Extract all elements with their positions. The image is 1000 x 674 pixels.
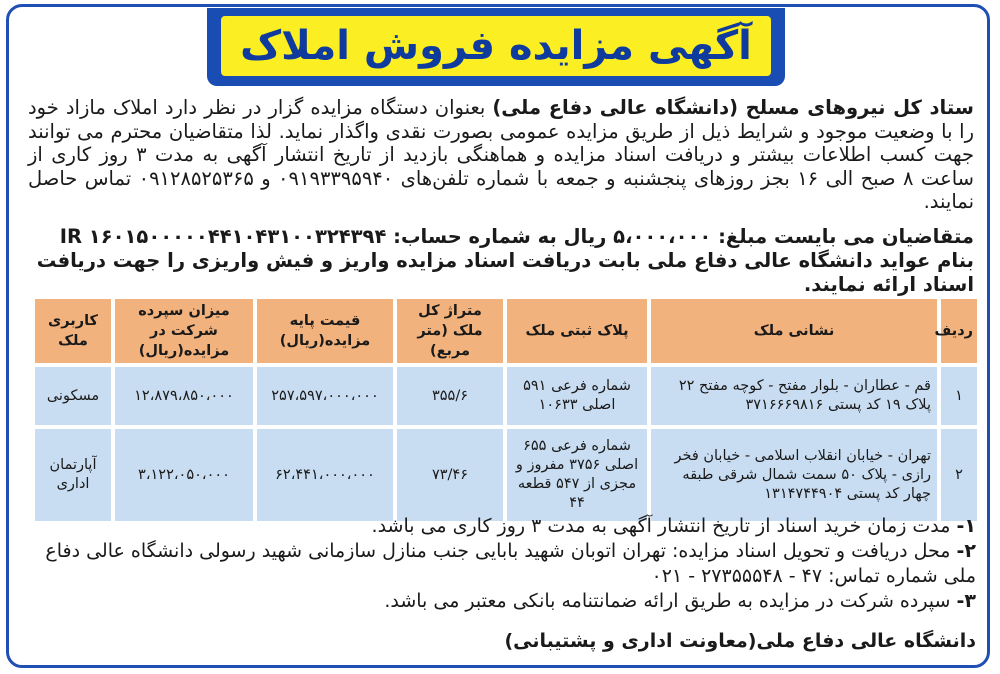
cell-area: ۷۳/۴۶ [397,429,503,521]
cell-usage: آپارتمان اداری [35,429,111,521]
ad-title: آگهی مزایده فروش املاک [240,23,752,69]
note-item [28,589,976,614]
title-banner-inner [221,16,771,76]
header-base-price: قیمت پایه مزایده(ریال) [257,299,393,363]
note-text: مدت زمان خرید اسناد از تاریخ انتشار آگهی به مدت ۳ روز کاری می باشد. [371,515,957,537]
header-address: نشانی ملک [651,299,937,363]
header-deposit: میزان سپرده شرکت در مزایده(ریال) [115,299,253,363]
note-number: ۳- [956,590,976,612]
notes-list [28,514,976,614]
header-usage: کاربری ملک [35,299,111,363]
cell-base-price: ۲۵۷،۵۹۷،۰۰۰،۰۰۰ [257,367,393,425]
cell-plaque: شماره فرعی ۵۹۱ اصلی ۱۰۶۳۳ [507,367,647,425]
organization-name: ستاد کل نیروهای مسلح (دانشگاه عالی دفاع ملی) [492,96,974,119]
cell-deposit: ۱۲،۸۷۹،۸۵۰،۰۰۰ [115,367,253,425]
cell-base-price: ۶۲،۴۴۱،۰۰۰،۰۰۰ [257,429,393,521]
intro-body: بعنوان دستگاه مزایده گزار در نظر دارد املاک مازاد خود را با وضعیت موجود و شرایط ذیل از طریق مزایده عمومی بصورت نقدی واگذار نماید. لذا متقاضیان محترم می توانند جهت کسب اطلاعات بیشتر و دریافت اسناد مزایده و هماهنگی بازدید از تاریخ انتشار آگهی به مدت ۳ روز کاری از ساعت ۸ صبح الی ۱۶ بجز روزهای پنجشنبه و جمعه با شماره تلفن‌های ۰۹۱۹۳۳۹۵۹۴۰ و ۰۹۱۲۸۵۲۵۳۶۵ تماس حاصل نمایند. [28,96,974,214]
header-plaque: پلاک ثبتی ملک [507,299,647,363]
property-table [31,295,981,525]
cell-usage: مسکونی [35,367,111,425]
cell-area: ۳۵۵/۶ [397,367,503,425]
table-header-row [35,299,977,363]
cell-address: تهران - خیابان انقلاب اسلامی - خیابان فخر رازی - پلاک ۵۰ سمت شمال شرقی طبقه چهار کد پستی ۱۳۱۴۷۴۴۹۰۴ [651,429,937,521]
cell-plaque: شماره فرعی ۶۵۵ اصلی ۳۷۵۶ مفروز و مجزی از ۵۴۷ قطعه ۴۴ [507,429,647,521]
note-number: ۲- [956,540,976,562]
note-item [28,539,976,589]
cell-deposit: ۳،۱۲۲،۰۵۰،۰۰۰ [115,429,253,521]
table-row [35,429,977,521]
cell-row-number: ۲ [941,429,977,521]
header-row-number: ردیف [941,299,977,363]
title-banner [207,8,785,86]
footer-signature: دانشگاه عالی دفاع ملی(معاونت اداری و پشتیبانی) [504,630,976,652]
payment-conditions: متقاضیان می بایست مبلغ: ۵،۰۰۰،۰۰۰ ریال به شماره حساب: IR ۱۶۰۱۵۰۰۰۰۰۴۴۱۰۴۳۱۰۰۳۲۴۳۹۴ بنام عواید دانشگاه عالی دفاع ملی بابت دریافت اسناد مزایده واریز و فیش واریزی را جهت دریافت اسناد ارائه نمایند. [36,225,974,296]
header-area: متراژ کل ملک (متر مربع) [397,299,503,363]
intro-paragraph [28,96,974,214]
table-row [35,367,977,425]
note-text: محل دریافت و تحویل اسناد مزایده: تهران اتوبان شهید بابایی جنب منازل سازمانی شهید رسولی دانشگاه عالی دفاع ملی شماره تماس: ۴۷ - ۲۷۳۵۵۵۴۸ - ۰۲۱ [45,540,976,587]
cell-address: قم - عطاران - بلوار مفتح - کوچه مفتح ۲۲ پلاک ۱۹ کد پستی ۳۷۱۶۶۶۹۸۱۶ [651,367,937,425]
note-text: سپرده شرکت در مزایده به طریق ارائه ضمانتنامه بانکی معتبر می باشد. [384,590,957,612]
cell-row-number: ۱ [941,367,977,425]
note-number: ۱- [956,515,976,537]
note-item [28,514,976,539]
